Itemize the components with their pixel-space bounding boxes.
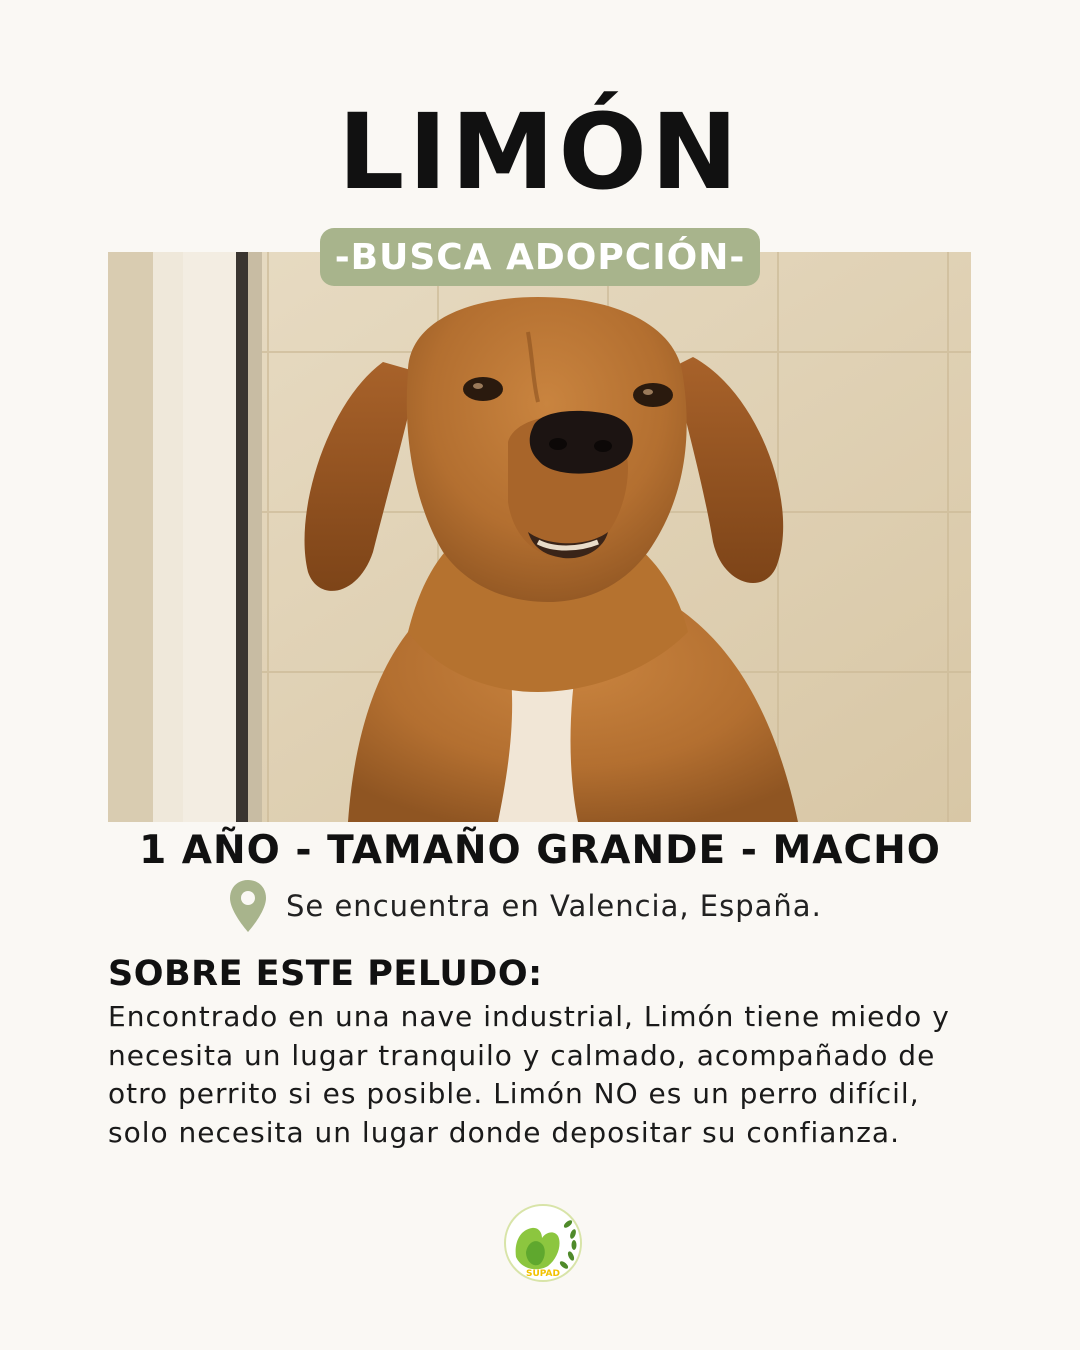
location-row (228, 876, 822, 936)
location-text: Se encuentra en Valencia, España. (286, 889, 822, 923)
about-title: SOBRE ESTE PELUDO: (108, 954, 543, 994)
page-title: LIMÓN (338, 91, 742, 213)
logo-text: SUPAD (526, 1269, 560, 1279)
dog-photo (108, 252, 971, 822)
adoption-badge: -BUSCA ADOPCIÓN- (320, 228, 760, 286)
organization-logo-icon (502, 1202, 584, 1284)
about-text: Encontrado en una nave industrial, Limón tiene miedo y necesita un lugar tranquilo y calmado, acompañado de otro perrito si es posible. Limón NO es un perro difícil, solo necesita un lugar donde depositar su confianza. (108, 1000, 950, 1149)
dog-facts: 1 AÑO - TAMAÑO GRANDE - MACHO (139, 828, 941, 873)
location-pin-icon (228, 878, 268, 934)
